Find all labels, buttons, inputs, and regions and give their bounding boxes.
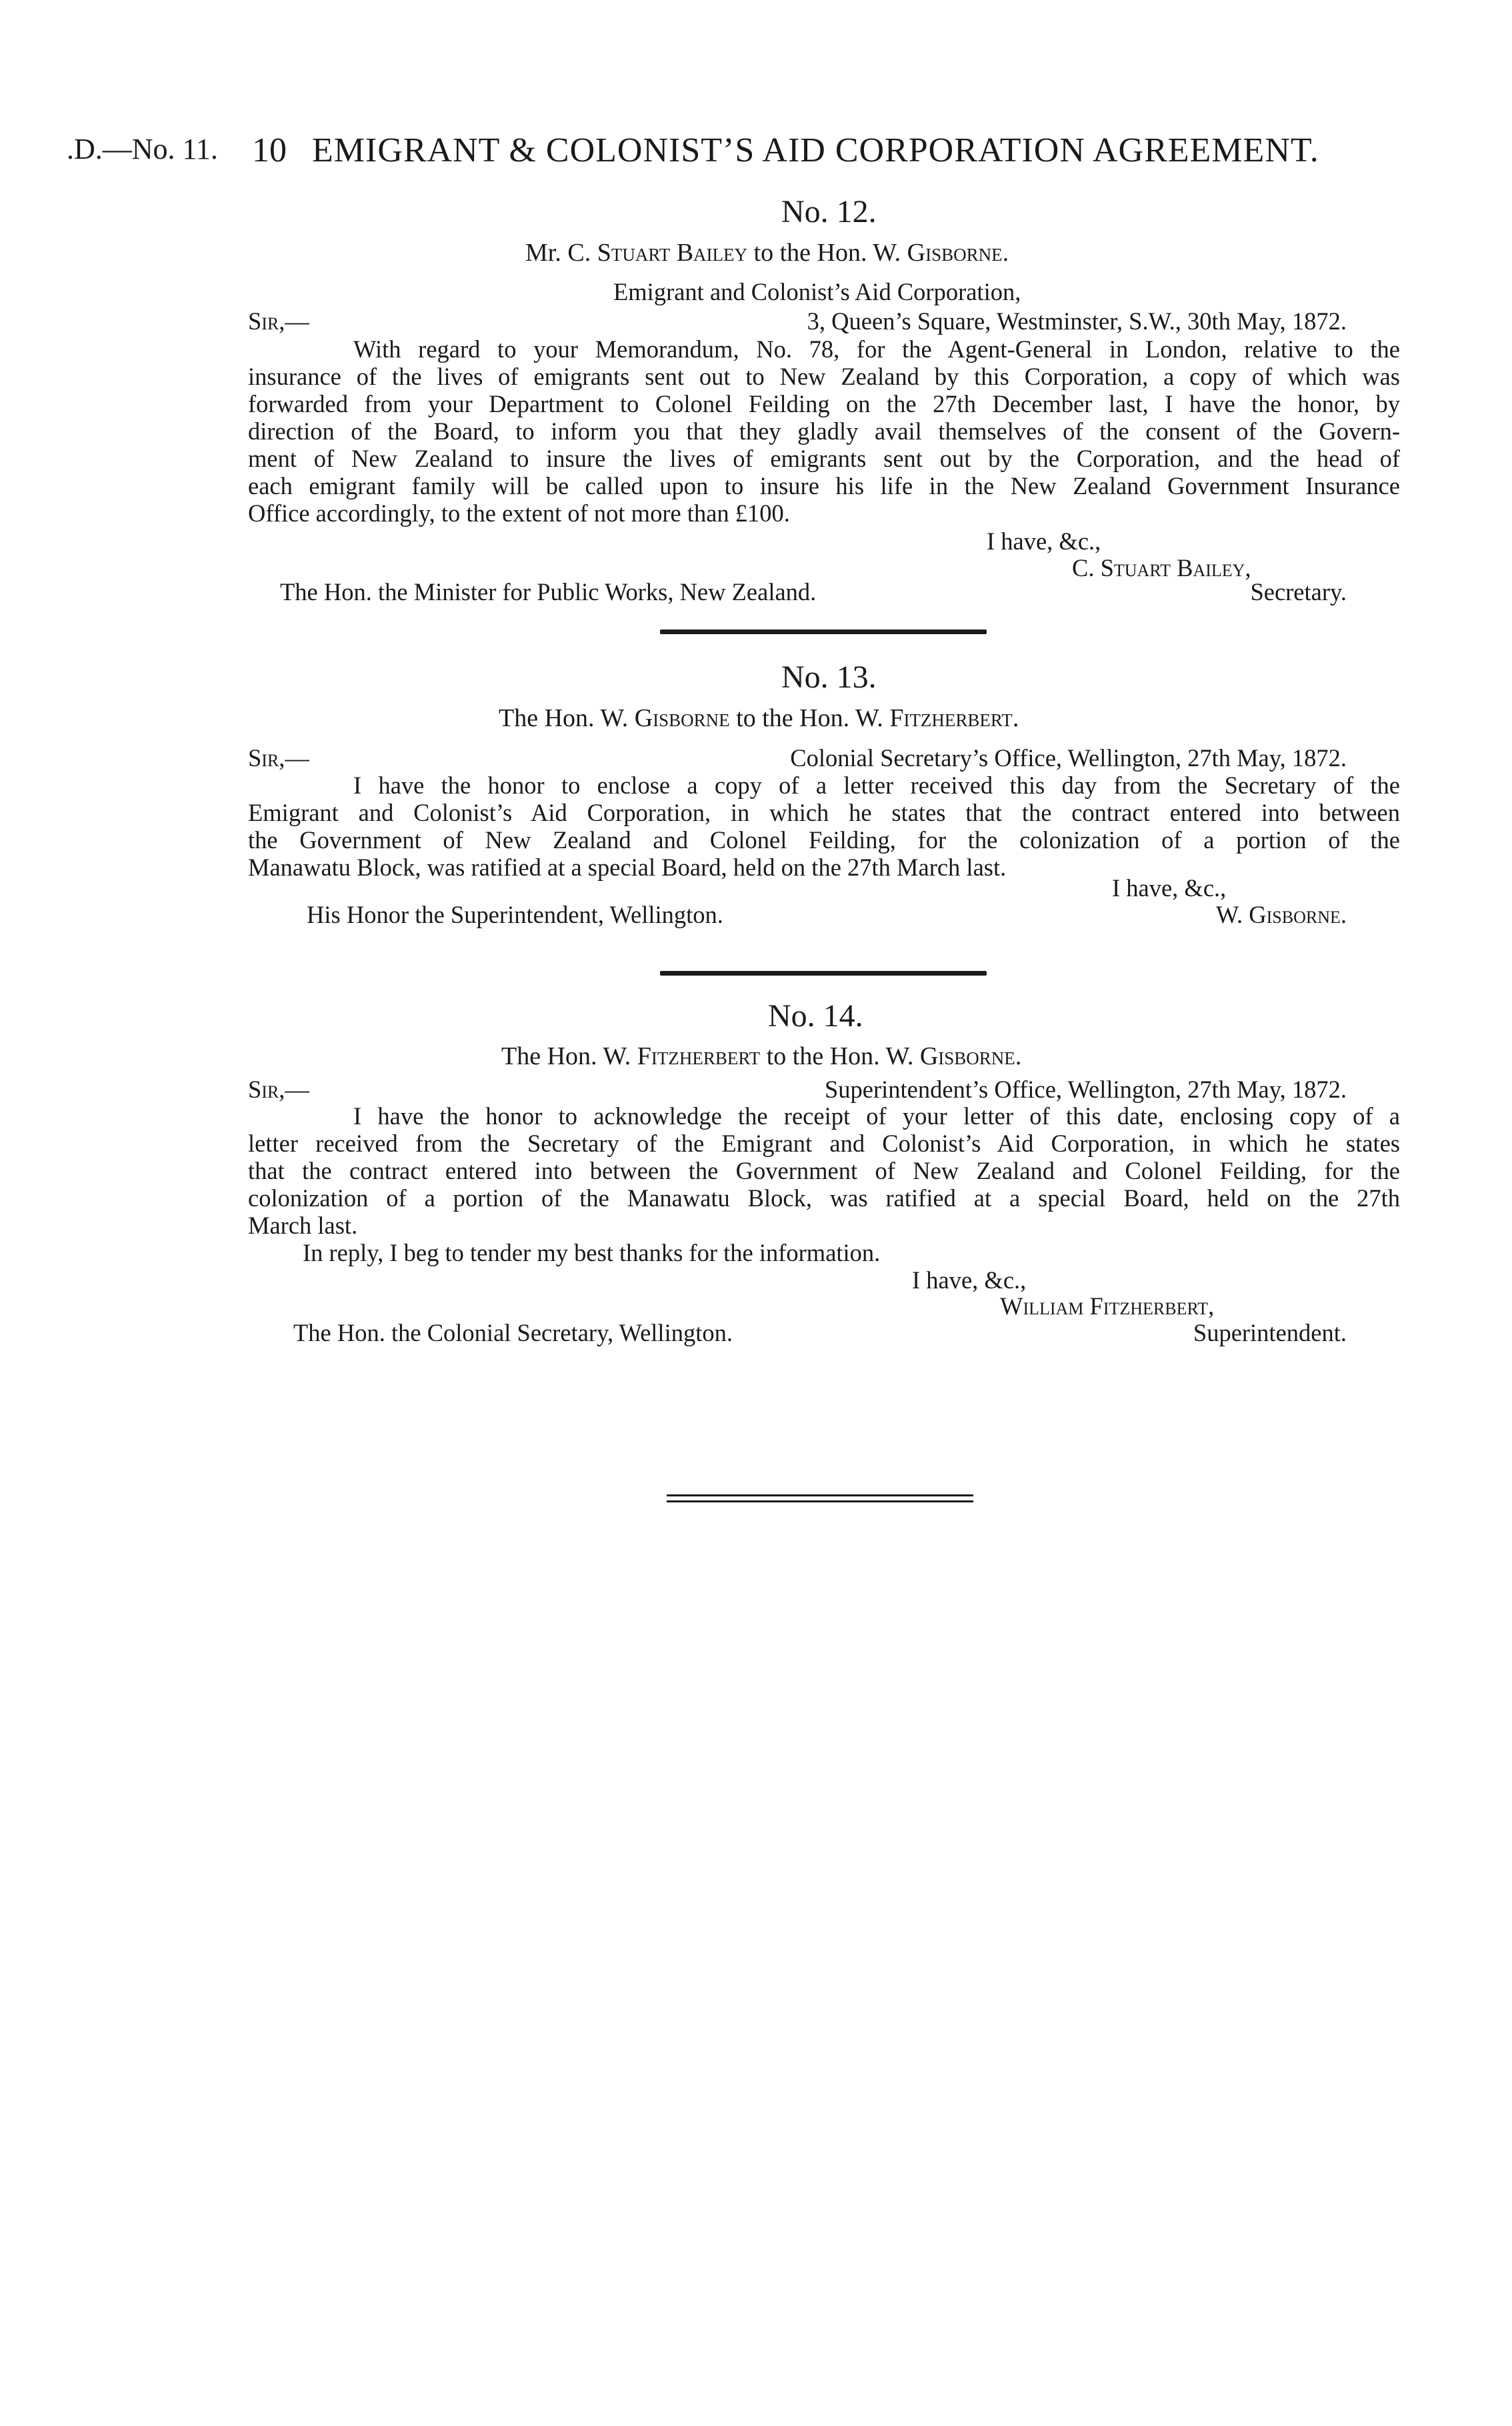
- letter-12-closing: I have, &c.,: [987, 527, 1101, 555]
- end-rule-top: [667, 1494, 973, 1496]
- letter-14-body-line-1: I have the honor to acknowledge the receipt of your letter of this date, enclosing copy of a: [353, 1102, 1400, 1130]
- letter-13-number: No. 13.: [781, 660, 877, 695]
- letter-13-salutation: Sir,—: [248, 744, 309, 772]
- letter-12-body-line-4: direction of the Board, to inform you that they gladly avail themselves of the consent of the Govern-: [248, 417, 1400, 445]
- letter-12-signature: C. Stuart Bailey,: [1072, 554, 1251, 581]
- letter-13-signature: W. Gisborne.: [1215, 901, 1347, 928]
- letter-12-body-line-6: each emigrant family will be called upon to insure his life in the New Zealand Government Insurance: [248, 472, 1400, 499]
- letter-12-body-line-7: Office accordingly, to the extent of not more than £100.: [248, 499, 790, 527]
- letter-12-body-line-1: With regard to your Memorandum, No. 78, for the Agent-General in London, relative to the: [353, 335, 1400, 363]
- letter-14-recipient: The Hon. the Colonial Secretary, Wellington.: [293, 1319, 733, 1346]
- letter-13-body-line-3: the Government of New Zealand and Colonel Feilding, for the colonization of a portion of the: [248, 826, 1400, 854]
- letter-14-signature: William Fitzherbert,: [1000, 1292, 1215, 1320]
- page-number: 10: [252, 131, 287, 169]
- letter-14-body-line-2: letter received from the Secretary of the Emigrant and Colonist’s Aid Corporation, in which he states: [248, 1130, 1400, 1157]
- letter-12-salutation: Sir,—: [248, 307, 309, 335]
- letter-14-body-line-3: that the contract entered into between the Government of New Zealand and Colonel Feilding, for the: [248, 1157, 1400, 1184]
- letter-12-address-line-1: Emigrant and Colonist’s Aid Corporation,: [613, 278, 1021, 305]
- letter-13-body-line-2: Emigrant and Colonist’s Aid Corporation, in which he states that the contract entered into between: [248, 799, 1400, 826]
- letter-13-address: Colonial Secretary’s Office, Wellington, 27th May, 1872.: [790, 744, 1347, 772]
- letter-14-salutation: Sir,—: [248, 1076, 309, 1103]
- letter-12-body-line-2: insurance of the lives of emigrants sent out to New Zealand by this Corporation, a copy of which was: [248, 363, 1400, 390]
- letter-13-body-line-1: I have the honor to enclose a copy of a letter received this day from the Secretary of the: [353, 772, 1400, 799]
- letter-12-recipient: The Hon. the Minister for Public Works, New Zealand.: [280, 578, 817, 605]
- letter-13-closing: I have, &c.,: [1112, 874, 1227, 902]
- letter-14-body-line-6: In reply, I beg to tender my best thanks for the information.: [303, 1239, 881, 1266]
- letter-12-from-to: Mr. C. Stuart Bailey to the Hon. W. Gisborne.: [525, 239, 1009, 267]
- letter-13-from-to: The Hon. W. Gisborne to the Hon. W. Fitzherbert.: [499, 704, 1019, 732]
- letter-14-signatory-title: Superintendent.: [1193, 1319, 1347, 1346]
- document-reference: .D.—No. 11.: [67, 133, 218, 165]
- letter-14-closing: I have, &c.,: [912, 1266, 1027, 1294]
- letter-12-body-line-3: forwarded from your Department to Colonel Feilding on the 27th December last, I have the honor, by: [248, 390, 1400, 417]
- letter-14-from-to: The Hon. W. Fitzherbert to the Hon. W. Gisborne.: [501, 1042, 1022, 1070]
- letter-14-address: Superintendent’s Office, Wellington, 27th May, 1872.: [824, 1076, 1347, 1103]
- letter-14-body-line-5: March last.: [248, 1212, 358, 1239]
- letter-12-address-line-2: 3, Queen’s Square, Westminster, S.W., 30th May, 1872.: [807, 307, 1347, 335]
- page-title: EMIGRANT & COLONIST’S AID CORPORATION AGREEMENT.: [312, 131, 1319, 169]
- letter-12-body-line-5: ment of New Zealand to insure the lives of emigrants sent out by the Corporation, and the head of: [248, 445, 1400, 472]
- letter-12-signatory-title: Secretary.: [1250, 578, 1347, 605]
- letter-14-number: No. 14.: [768, 998, 863, 1034]
- letter-13-recipient: His Honor the Superintendent, Wellington.: [307, 901, 723, 928]
- letter-13-body-line-4: Manawatu Block, was ratified at a special Board, held on the 27th March last.: [248, 854, 1007, 881]
- section-divider: [660, 971, 987, 976]
- section-divider: [660, 630, 987, 634]
- end-rule-bottom: [667, 1500, 973, 1502]
- letter-14-body-line-4: colonization of a portion of the Manawatu Block, was ratified at a special Board, held on the 27th: [248, 1184, 1400, 1212]
- letter-12-number: No. 12.: [781, 194, 877, 229]
